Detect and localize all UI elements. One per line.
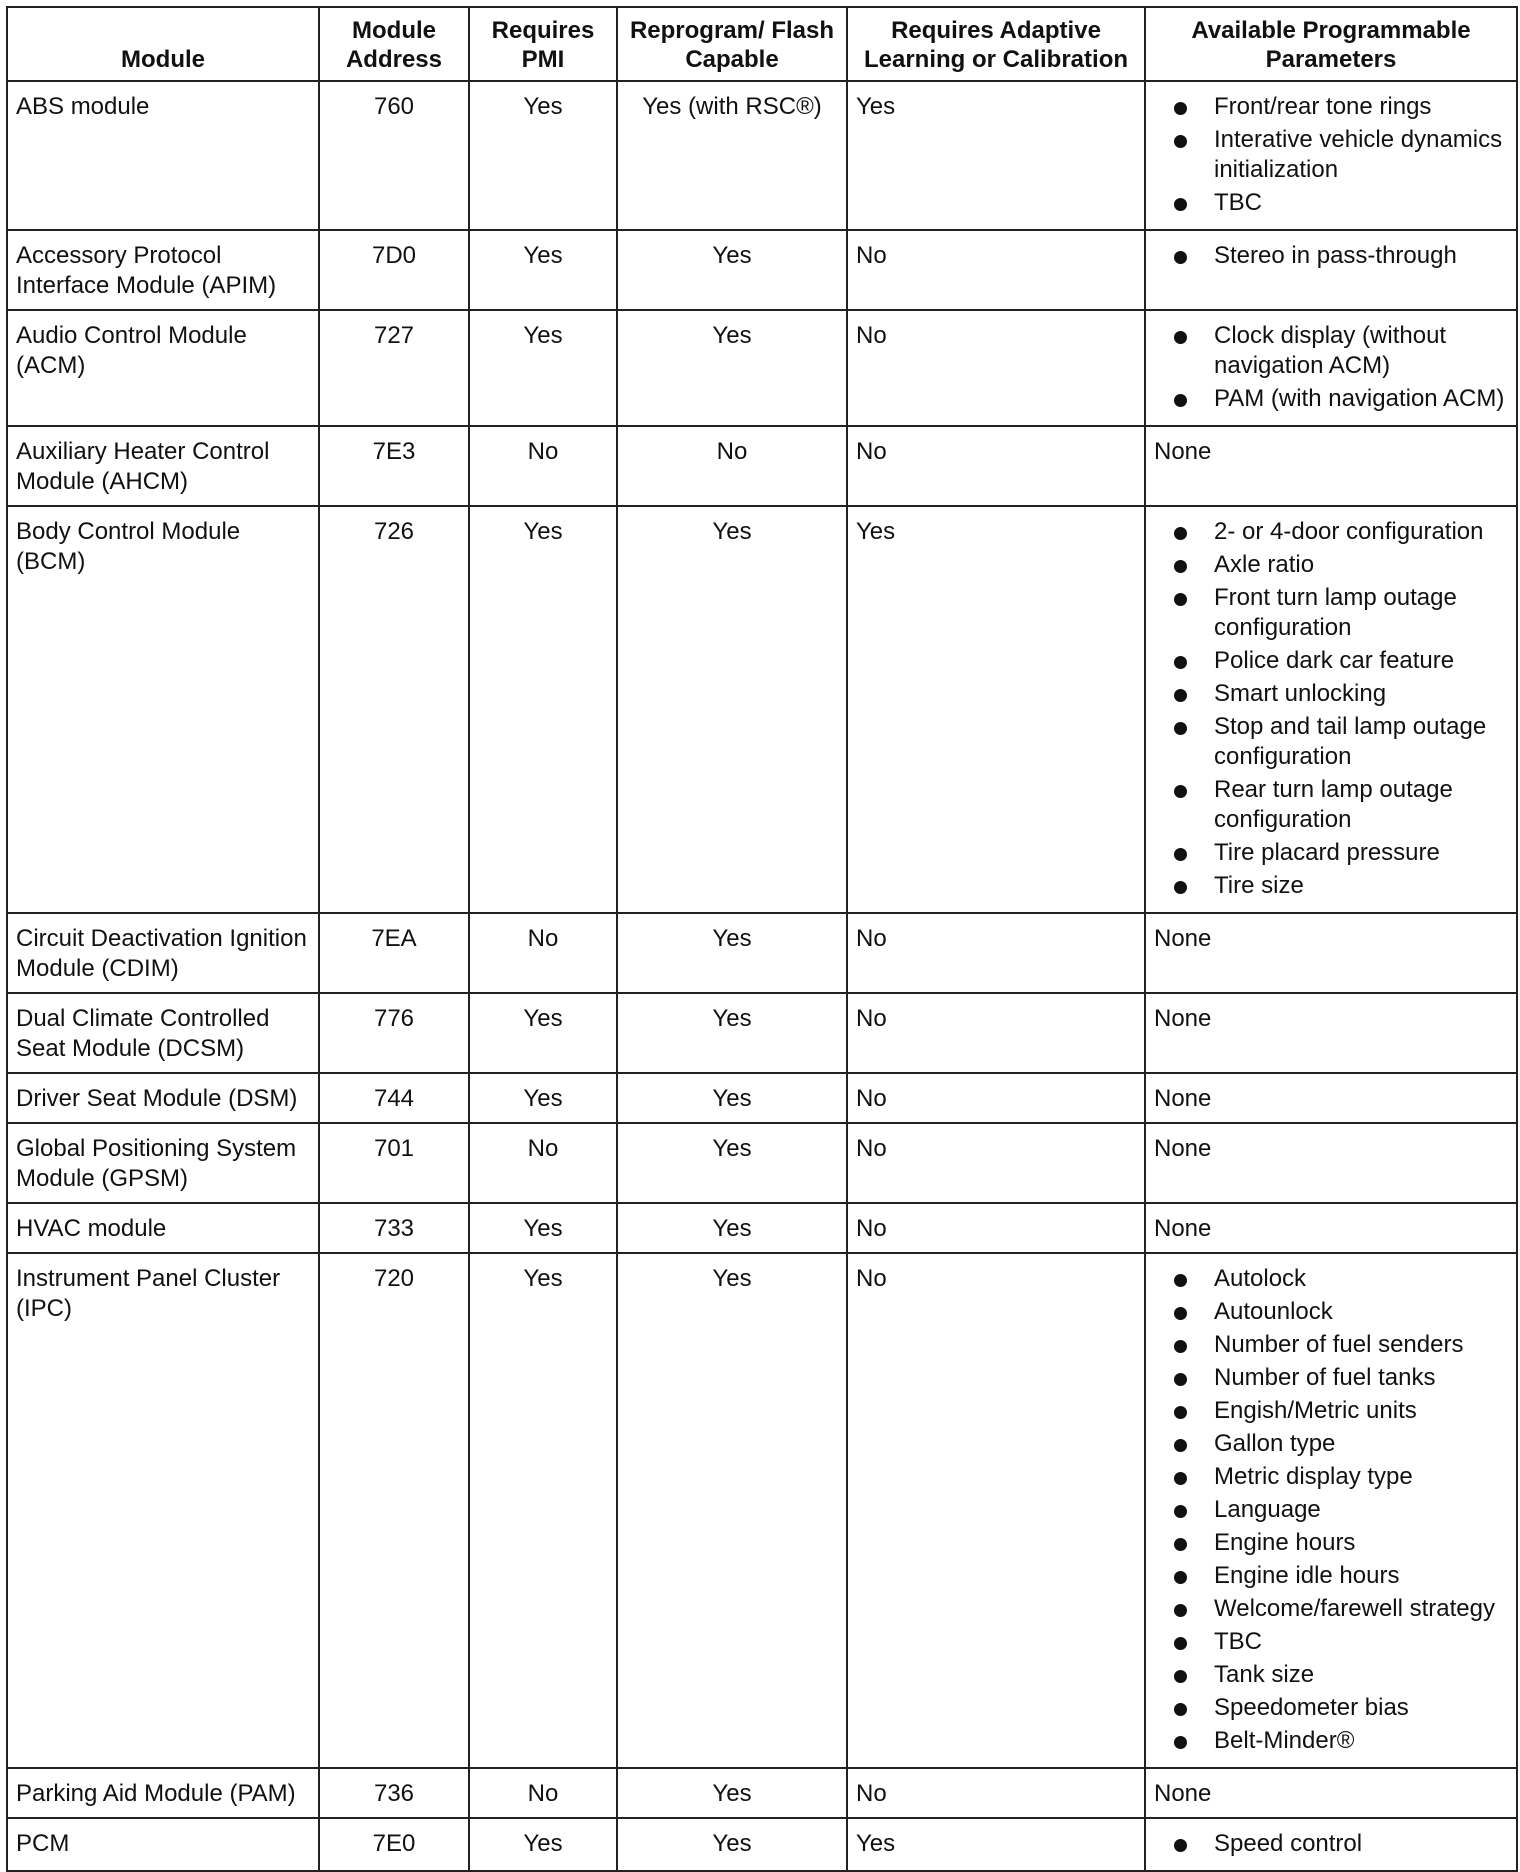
parameters-cell bbox=[1145, 506, 1517, 913]
bullet-icon bbox=[1174, 251, 1187, 264]
adaptive-cell: No bbox=[847, 1123, 1145, 1203]
parameters-cell bbox=[1145, 1818, 1517, 1871]
parameter-label: 2- or 4-door configuration bbox=[1214, 518, 1484, 545]
address-cell: 736 bbox=[319, 1768, 469, 1818]
parameter-item bbox=[1174, 1396, 1508, 1426]
parameter-label: Autolock bbox=[1214, 1265, 1307, 1292]
parameter-label: Tire placard pressure bbox=[1214, 839, 1440, 866]
address-cell: 744 bbox=[319, 1073, 469, 1123]
parameter-item bbox=[1174, 838, 1508, 868]
address-cell: 7E3 bbox=[319, 426, 469, 506]
parameter-label: Police dark car feature bbox=[1214, 647, 1455, 674]
parameter-list bbox=[1154, 1829, 1508, 1859]
bullet-icon bbox=[1174, 1637, 1187, 1650]
parameters-cell bbox=[1145, 81, 1517, 230]
parameter-label: Welcome/farewell strategy bbox=[1214, 1595, 1495, 1622]
module-cell: Body Control Module (BCM) bbox=[7, 506, 319, 913]
bullet-icon bbox=[1174, 1604, 1187, 1617]
parameter-list bbox=[1154, 321, 1508, 414]
bullet-icon bbox=[1174, 1538, 1187, 1551]
reprogram-cell: Yes bbox=[617, 1253, 847, 1768]
pmi-cell: No bbox=[469, 426, 617, 506]
bullet-icon bbox=[1174, 1373, 1187, 1386]
address-cell: 720 bbox=[319, 1253, 469, 1768]
bullet-icon bbox=[1174, 1406, 1187, 1419]
parameter-item bbox=[1174, 517, 1508, 547]
parameter-list bbox=[1154, 1264, 1508, 1756]
parameter-item bbox=[1174, 1561, 1508, 1591]
adaptive-cell: No bbox=[847, 1768, 1145, 1818]
module-cell: Instrument Panel Cluster (IPC) bbox=[7, 1253, 319, 1768]
parameter-item bbox=[1174, 646, 1508, 676]
module-cell: Parking Aid Module (PAM) bbox=[7, 1768, 319, 1818]
adaptive-cell: Yes bbox=[847, 506, 1145, 913]
pmi-cell: Yes bbox=[469, 310, 617, 426]
bullet-icon bbox=[1174, 331, 1187, 344]
parameter-label: Stop and tail lamp outage configuration bbox=[1214, 713, 1487, 770]
adaptive-cell: No bbox=[847, 230, 1145, 310]
bullet-icon bbox=[1174, 394, 1187, 407]
reprogram-cell: Yes bbox=[617, 1768, 847, 1818]
parameter-label: Gallon type bbox=[1214, 1430, 1336, 1457]
parameter-item bbox=[1174, 775, 1508, 835]
parameter-item bbox=[1174, 712, 1508, 772]
parameter-item bbox=[1174, 1429, 1508, 1459]
parameters-cell: None bbox=[1145, 1073, 1517, 1123]
parameter-item bbox=[1174, 321, 1508, 381]
table-row bbox=[7, 1818, 1517, 1871]
parameter-label: Engine hours bbox=[1214, 1529, 1356, 1556]
reprogram-cell: No bbox=[617, 426, 847, 506]
reprogram-cell: Yes bbox=[617, 230, 847, 310]
module-cell: Audio Control Module (ACM) bbox=[7, 310, 319, 426]
parameter-label: Axle ratio bbox=[1214, 551, 1315, 578]
parameter-item bbox=[1174, 92, 1508, 122]
bullet-icon bbox=[1174, 1307, 1187, 1320]
parameter-item bbox=[1174, 679, 1508, 709]
header-reprogram-flash: Reprogram/ Flash Capable bbox=[617, 7, 847, 81]
parameter-item bbox=[1174, 384, 1508, 414]
table-row bbox=[7, 913, 1517, 993]
parameter-label: Engine idle hours bbox=[1214, 1562, 1400, 1589]
parameters-cell bbox=[1145, 230, 1517, 310]
address-cell: 726 bbox=[319, 506, 469, 913]
bullet-icon bbox=[1174, 1340, 1187, 1353]
table-row bbox=[7, 230, 1517, 310]
address-cell: 701 bbox=[319, 1123, 469, 1203]
address-cell: 760 bbox=[319, 81, 469, 230]
parameter-item bbox=[1174, 1462, 1508, 1492]
bullet-icon bbox=[1174, 593, 1187, 606]
parameter-item bbox=[1174, 241, 1508, 271]
bullet-icon bbox=[1174, 1571, 1187, 1584]
reprogram-cell: Yes bbox=[617, 1818, 847, 1871]
pmi-cell: Yes bbox=[469, 81, 617, 230]
bullet-icon bbox=[1174, 102, 1187, 115]
reprogram-cell: Yes bbox=[617, 1123, 847, 1203]
parameter-label: TBC bbox=[1214, 189, 1262, 216]
bullet-icon bbox=[1174, 560, 1187, 573]
parameter-label: TBC bbox=[1214, 1628, 1262, 1655]
bullet-icon bbox=[1174, 527, 1187, 540]
parameter-list bbox=[1154, 92, 1508, 218]
pmi-cell: Yes bbox=[469, 1818, 617, 1871]
adaptive-cell: No bbox=[847, 1073, 1145, 1123]
bullet-icon bbox=[1174, 198, 1187, 211]
table-row bbox=[7, 1768, 1517, 1818]
reprogram-cell: Yes bbox=[617, 1073, 847, 1123]
parameter-item bbox=[1174, 125, 1508, 185]
address-cell: 7D0 bbox=[319, 230, 469, 310]
table-row bbox=[7, 1253, 1517, 1768]
table-row bbox=[7, 310, 1517, 426]
parameter-item bbox=[1174, 1693, 1508, 1723]
parameter-label: Tire size bbox=[1214, 872, 1304, 899]
module-cell: PCM bbox=[7, 1818, 319, 1871]
pmi-cell: Yes bbox=[469, 1253, 617, 1768]
parameter-label: Engish/Metric units bbox=[1214, 1397, 1417, 1424]
module-cell: Circuit Deactivation Ignition Module (CDIM) bbox=[7, 913, 319, 993]
parameter-item bbox=[1174, 188, 1508, 218]
parameter-label: Metric display type bbox=[1214, 1463, 1413, 1490]
bullet-icon bbox=[1174, 881, 1187, 894]
bullet-icon bbox=[1174, 656, 1187, 669]
reprogram-cell: Yes bbox=[617, 993, 847, 1073]
pmi-cell: Yes bbox=[469, 993, 617, 1073]
parameter-item bbox=[1174, 583, 1508, 643]
address-cell: 7E0 bbox=[319, 1818, 469, 1871]
parameter-label: PAM (with navigation ACM) bbox=[1214, 385, 1505, 412]
parameter-label: Number of fuel tanks bbox=[1214, 1364, 1436, 1391]
module-table bbox=[6, 6, 1518, 1872]
bullet-icon bbox=[1174, 1439, 1187, 1452]
adaptive-cell: No bbox=[847, 993, 1145, 1073]
address-cell: 776 bbox=[319, 993, 469, 1073]
reprogram-cell: Yes bbox=[617, 310, 847, 426]
parameter-label: Speedometer bias bbox=[1214, 1694, 1409, 1721]
adaptive-cell: No bbox=[847, 1253, 1145, 1768]
parameter-label: Speed control bbox=[1214, 1830, 1363, 1857]
parameters-cell: None bbox=[1145, 913, 1517, 993]
parameter-label: Smart unlocking bbox=[1214, 680, 1387, 707]
bullet-icon bbox=[1174, 689, 1187, 702]
pmi-cell: Yes bbox=[469, 230, 617, 310]
parameters-cell: None bbox=[1145, 426, 1517, 506]
table-row bbox=[7, 426, 1517, 506]
header-module: Module bbox=[7, 7, 319, 81]
bullet-icon bbox=[1174, 1670, 1187, 1683]
adaptive-cell: No bbox=[847, 426, 1145, 506]
parameter-item bbox=[1174, 1660, 1508, 1690]
bullet-icon bbox=[1174, 1703, 1187, 1716]
adaptive-cell: Yes bbox=[847, 81, 1145, 230]
parameter-label: Interative vehicle dynamics initialization bbox=[1214, 126, 1503, 183]
module-cell: ABS module bbox=[7, 81, 319, 230]
parameter-label: Language bbox=[1214, 1496, 1321, 1523]
parameter-label: Rear turn lamp outage configuration bbox=[1214, 776, 1453, 833]
module-cell: Driver Seat Module (DSM) bbox=[7, 1073, 319, 1123]
table-body bbox=[7, 81, 1517, 1871]
reprogram-cell: Yes bbox=[617, 1203, 847, 1253]
module-cell: Dual Climate Controlled Seat Module (DCSM) bbox=[7, 993, 319, 1073]
parameter-item bbox=[1174, 1297, 1508, 1327]
parameter-label: Number of fuel senders bbox=[1214, 1331, 1464, 1358]
parameter-label: Clock display (without navigation ACM) bbox=[1214, 322, 1447, 379]
header-row bbox=[7, 7, 1517, 81]
module-cell: Accessory Protocol Interface Module (APIM) bbox=[7, 230, 319, 310]
adaptive-cell: Yes bbox=[847, 1818, 1145, 1871]
module-cell: HVAC module bbox=[7, 1203, 319, 1253]
parameter-list bbox=[1154, 241, 1508, 271]
bullet-icon bbox=[1174, 1472, 1187, 1485]
module-cell: Global Positioning System Module (GPSM) bbox=[7, 1123, 319, 1203]
parameter-item bbox=[1174, 550, 1508, 580]
reprogram-cell: Yes (with RSC®) bbox=[617, 81, 847, 230]
pmi-cell: No bbox=[469, 913, 617, 993]
parameters-cell: None bbox=[1145, 993, 1517, 1073]
parameters-cell: None bbox=[1145, 1768, 1517, 1818]
parameter-list bbox=[1154, 517, 1508, 901]
table-row bbox=[7, 1123, 1517, 1203]
pmi-cell: No bbox=[469, 1123, 617, 1203]
table-row bbox=[7, 1073, 1517, 1123]
parameter-item bbox=[1174, 1627, 1508, 1657]
adaptive-cell: No bbox=[847, 310, 1145, 426]
parameter-label: Stereo in pass-through bbox=[1214, 242, 1457, 269]
parameter-label: Autounlock bbox=[1214, 1298, 1333, 1325]
parameter-label: Front turn lamp outage configuration bbox=[1214, 584, 1457, 641]
pmi-cell: Yes bbox=[469, 1203, 617, 1253]
address-cell: 727 bbox=[319, 310, 469, 426]
parameters-cell: None bbox=[1145, 1203, 1517, 1253]
bullet-icon bbox=[1174, 135, 1187, 148]
address-cell: 7EA bbox=[319, 913, 469, 993]
parameter-item bbox=[1174, 1495, 1508, 1525]
header-programmable-parameters: Available Programmable Parameters bbox=[1145, 7, 1517, 81]
parameters-cell bbox=[1145, 1253, 1517, 1768]
parameter-item bbox=[1174, 1726, 1508, 1756]
parameter-item bbox=[1174, 1829, 1508, 1859]
parameter-item bbox=[1174, 1264, 1508, 1294]
reprogram-cell: Yes bbox=[617, 506, 847, 913]
parameters-cell bbox=[1145, 310, 1517, 426]
header-requires-pmi: Requires PMI bbox=[469, 7, 617, 81]
reprogram-cell: Yes bbox=[617, 913, 847, 993]
table-row bbox=[7, 1203, 1517, 1253]
table-row bbox=[7, 81, 1517, 230]
table-row bbox=[7, 993, 1517, 1073]
parameter-item bbox=[1174, 1330, 1508, 1360]
parameters-cell: None bbox=[1145, 1123, 1517, 1203]
pmi-cell: Yes bbox=[469, 506, 617, 913]
parameter-item bbox=[1174, 1594, 1508, 1624]
parameter-item bbox=[1174, 1363, 1508, 1393]
adaptive-cell: No bbox=[847, 1203, 1145, 1253]
address-cell: 733 bbox=[319, 1203, 469, 1253]
adaptive-cell: No bbox=[847, 913, 1145, 993]
bullet-icon bbox=[1174, 1736, 1187, 1749]
parameter-label: Tank size bbox=[1214, 1661, 1315, 1688]
bullet-icon bbox=[1174, 1839, 1187, 1852]
bullet-icon bbox=[1174, 1505, 1187, 1518]
bullet-icon bbox=[1174, 1274, 1187, 1287]
bullet-icon bbox=[1174, 722, 1187, 735]
header-adaptive-learning: Requires Adaptive Learning or Calibration bbox=[847, 7, 1145, 81]
module-cell: Auxiliary Heater Control Module (AHCM) bbox=[7, 426, 319, 506]
bullet-icon bbox=[1174, 848, 1187, 861]
table-row bbox=[7, 506, 1517, 913]
bullet-icon bbox=[1174, 785, 1187, 798]
parameter-item bbox=[1174, 1528, 1508, 1558]
pmi-cell: Yes bbox=[469, 1073, 617, 1123]
parameter-label: Belt-Minder® bbox=[1214, 1727, 1355, 1754]
header-module-address: Module Address bbox=[319, 7, 469, 81]
pmi-cell: No bbox=[469, 1768, 617, 1818]
parameter-item bbox=[1174, 871, 1508, 901]
parameter-label: Front/rear tone rings bbox=[1214, 93, 1432, 120]
